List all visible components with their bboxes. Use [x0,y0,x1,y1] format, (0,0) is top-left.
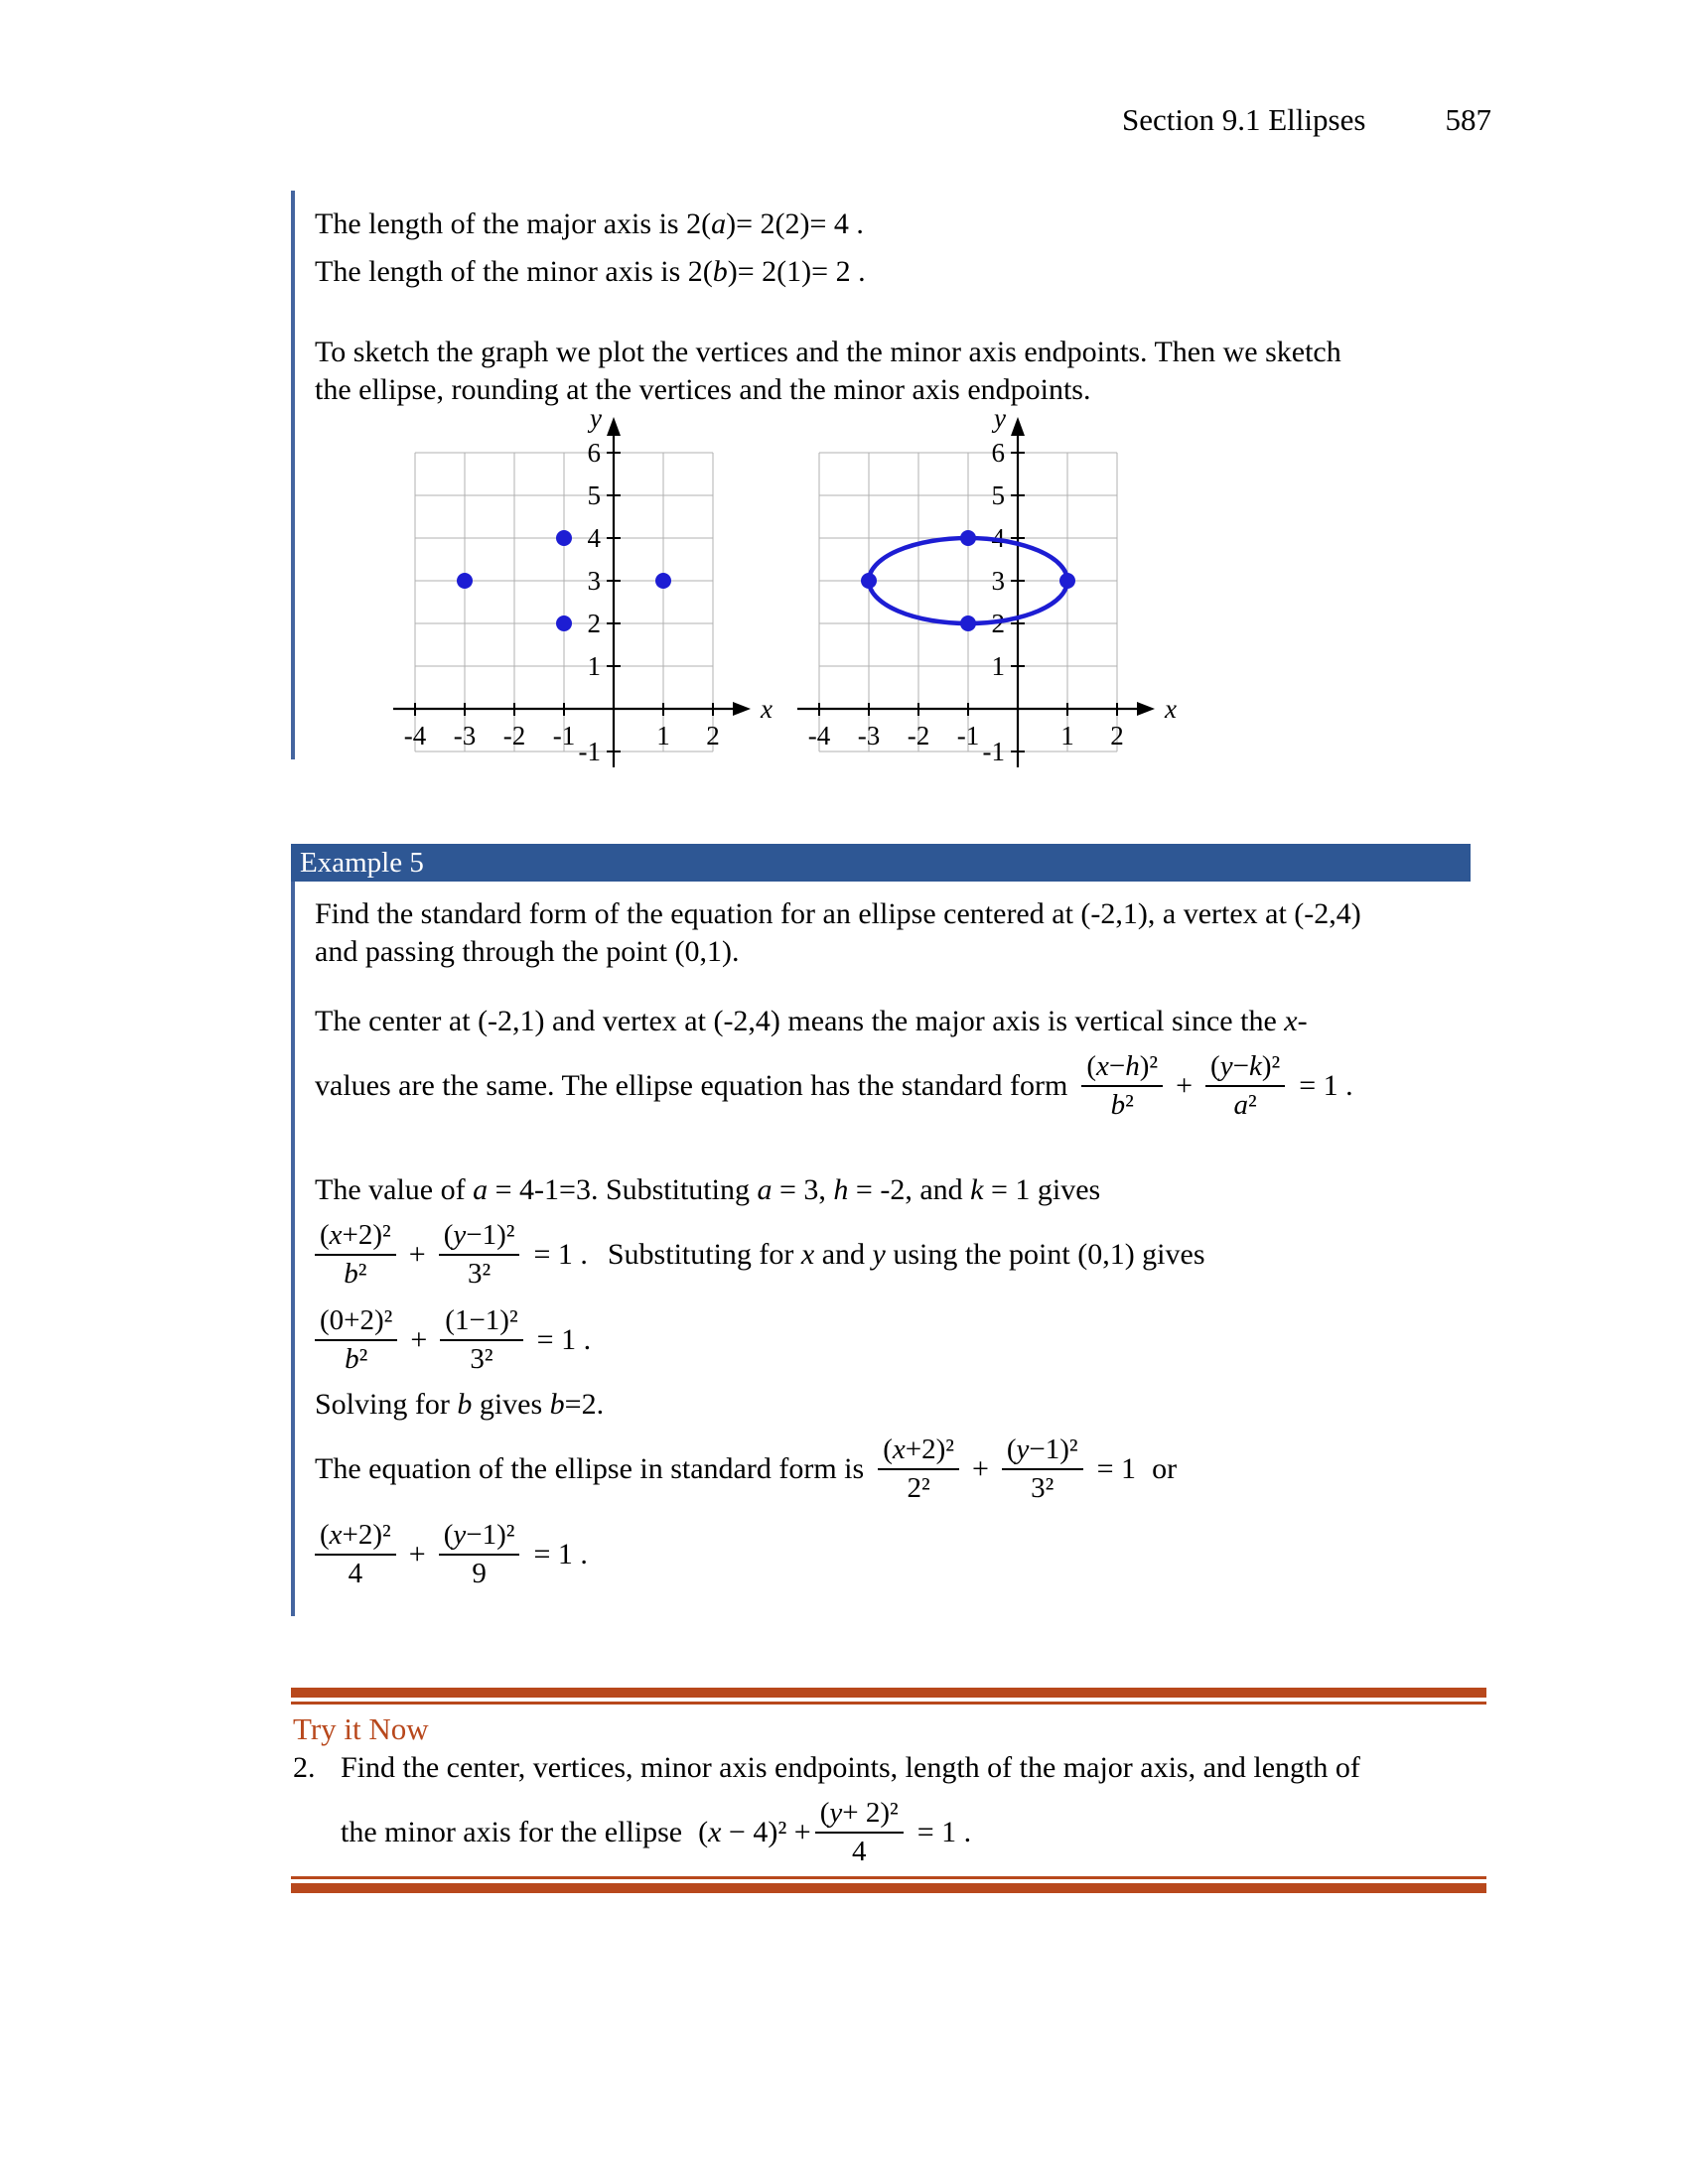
fraction-numerator: (x+2)² [878,1433,959,1470]
fraction-numerator: (1−1)² [440,1304,522,1341]
plus-operator: + [408,1238,426,1271]
fraction [315,1219,396,1291]
svg-text:-3: -3 [857,721,881,751]
equals-one: = 1 . [533,1238,588,1271]
svg-text:-1: -1 [578,737,601,766]
svg-text:1: 1 [656,721,670,751]
bottom-rules [291,1876,1486,1893]
example-header-label: Example 5 [300,847,424,879]
fraction [315,1304,397,1376]
problem-line2: and passing through the point (0,1). [315,935,740,968]
fraction-denominator: 3² [470,1343,493,1375]
substituting-tail: Substituting for x and y using the point (0,1) gives [607,1238,1205,1271]
minor-axis-length-line: The length of the minor axis is 2(b)= 2(1)= 2 . [315,255,866,288]
fraction [815,1797,904,1868]
fraction [439,1519,520,1590]
svg-text:x: x [761,694,773,724]
fraction-numerator: (0+2)² [315,1304,397,1341]
svg-text:-1: -1 [956,721,980,751]
equals-one: = 1 . [916,1816,972,1848]
fraction-denominator: 4 [851,1836,867,1867]
section-title: Section 9.1 Ellipses [1122,102,1366,137]
final-equation-row [315,1519,1487,1590]
plus-operator: + [410,1323,428,1356]
sketch-paragraph-line1: To sketch the graph we plot the vertices and the minor axis endpoints. Then we sketch [315,336,1341,368]
try-it-now-item [293,1749,1486,1787]
svg-text:-1: -1 [982,737,1005,766]
sketch-paragraph-line2: the ellipse, rounding at the vertices and the minor axis endpoints. [315,373,1091,406]
fraction-denominator: a² [1233,1089,1257,1121]
svg-text:-1: -1 [552,721,576,751]
fraction [1081,1050,1163,1122]
fraction [1002,1433,1083,1505]
fraction-numerator: (x+2)² [315,1219,396,1256]
item-line2-text: the minor axis for the ellipse [341,1816,683,1848]
svg-text:-2: -2 [907,721,930,751]
svg-text:2: 2 [587,609,601,638]
svg-text:-3: -3 [453,721,477,751]
fraction-numerator: (y−1)² [439,1519,520,1556]
fraction-denominator: 4 [348,1558,363,1589]
standard-result-row [315,1433,1487,1505]
page-number: 587 [1445,102,1491,137]
fraction-numerator: (y−k)² [1205,1050,1285,1087]
fraction [440,1304,522,1376]
fraction-denominator: b² [345,1343,368,1375]
equals-one: = 1 . [536,1323,592,1356]
major-axis-length-line: The length of the major axis is 2(a)= 2(2)= 4 . [315,207,864,240]
page-header [1122,102,1491,138]
standard-form-row [315,1050,1487,1122]
item-line1: Find the center, vertices, minor axis endpoints, length of the major axis, and length of [341,1751,1360,1784]
svg-text:5: 5 [991,480,1005,510]
svg-text:-4: -4 [403,721,427,751]
points-plot [385,399,792,792]
svg-text:x: x [1165,694,1177,724]
plus-operator: + [1176,1069,1194,1102]
bottom-rule-thick [291,1883,1486,1893]
item-number: 2. [293,1751,316,1784]
plus-operator: + [971,1452,989,1485]
problem-line1: Find the standard form of the equation for an ellipse centered at (-2,1), a vertex at (-2,4) [315,897,1361,930]
ellipse-plot [789,399,1196,792]
try-it-now-section [291,1688,1486,1893]
equals-one: = 1 . [1299,1069,1353,1102]
fraction [315,1519,396,1590]
svg-text:6: 6 [587,438,601,468]
svg-text:-2: -2 [502,721,526,751]
fraction [1205,1050,1285,1122]
item-line2-row [341,1795,1486,1870]
svg-text:4: 4 [991,523,1005,553]
fraction-numerator: (y−1)² [1002,1433,1083,1470]
svg-text:6: 6 [991,438,1005,468]
fraction-numerator: (x+2)² [315,1519,396,1556]
item-equation-pre: (x − 4)² + [698,1816,811,1848]
top-rule-thick [291,1688,1486,1698]
equation-1-row [315,1219,1487,1291]
value-line: The value of a = 4-1=3. Substituting a = 3, h = -2, and k = 1 gives [315,1173,1101,1206]
equals-one: = 1 . [533,1538,588,1570]
fraction-denominator: 3² [1031,1472,1055,1504]
fraction-denominator: 3² [467,1258,492,1290]
equation-2-row [315,1304,1487,1376]
example-header-bar [291,844,1471,882]
center-line2-text: values are the same. The ellipse equation has the standard form [315,1069,1068,1102]
fraction-numerator: (y+ 2)² [815,1797,904,1834]
try-it-now-title: Try it Now [293,1711,429,1746]
svg-text:1: 1 [991,651,1005,681]
svg-text:1: 1 [587,651,601,681]
svg-text:2: 2 [1110,721,1124,751]
svg-text:2: 2 [991,609,1005,638]
plus-operator: + [408,1538,426,1570]
or-text: or [1152,1452,1178,1485]
fraction-denominator: 2² [907,1472,930,1504]
solving-line: Solving for b gives b=2. [315,1388,605,1421]
svg-text:-4: -4 [807,721,831,751]
center-line1: The center at (-2,1) and vertex at (-2,4) means the major axis is vertical since the x- [315,1005,1308,1037]
fraction-denominator: b² [344,1258,367,1290]
standard-result-text: The equation of the ellipse in standard form is [315,1452,865,1485]
top-rule-thin [291,1702,1486,1705]
svg-text:3: 3 [991,566,1005,596]
fraction [878,1433,959,1505]
svg-text:y: y [590,403,602,433]
example-body [291,882,1487,1616]
fraction-numerator: (x−h)² [1081,1050,1163,1087]
svg-text:4: 4 [587,523,601,553]
svg-text:3: 3 [587,566,601,596]
fraction-numerator: (y−1)² [439,1219,520,1256]
fraction [439,1219,520,1291]
svg-text:5: 5 [587,480,601,510]
fraction-denominator: b² [1110,1089,1134,1121]
fraction-denominator: 9 [472,1558,487,1589]
svg-text:2: 2 [706,721,720,751]
equals-one: = 1 [1096,1452,1137,1485]
svg-text:y: y [994,403,1006,433]
svg-text:1: 1 [1060,721,1074,751]
